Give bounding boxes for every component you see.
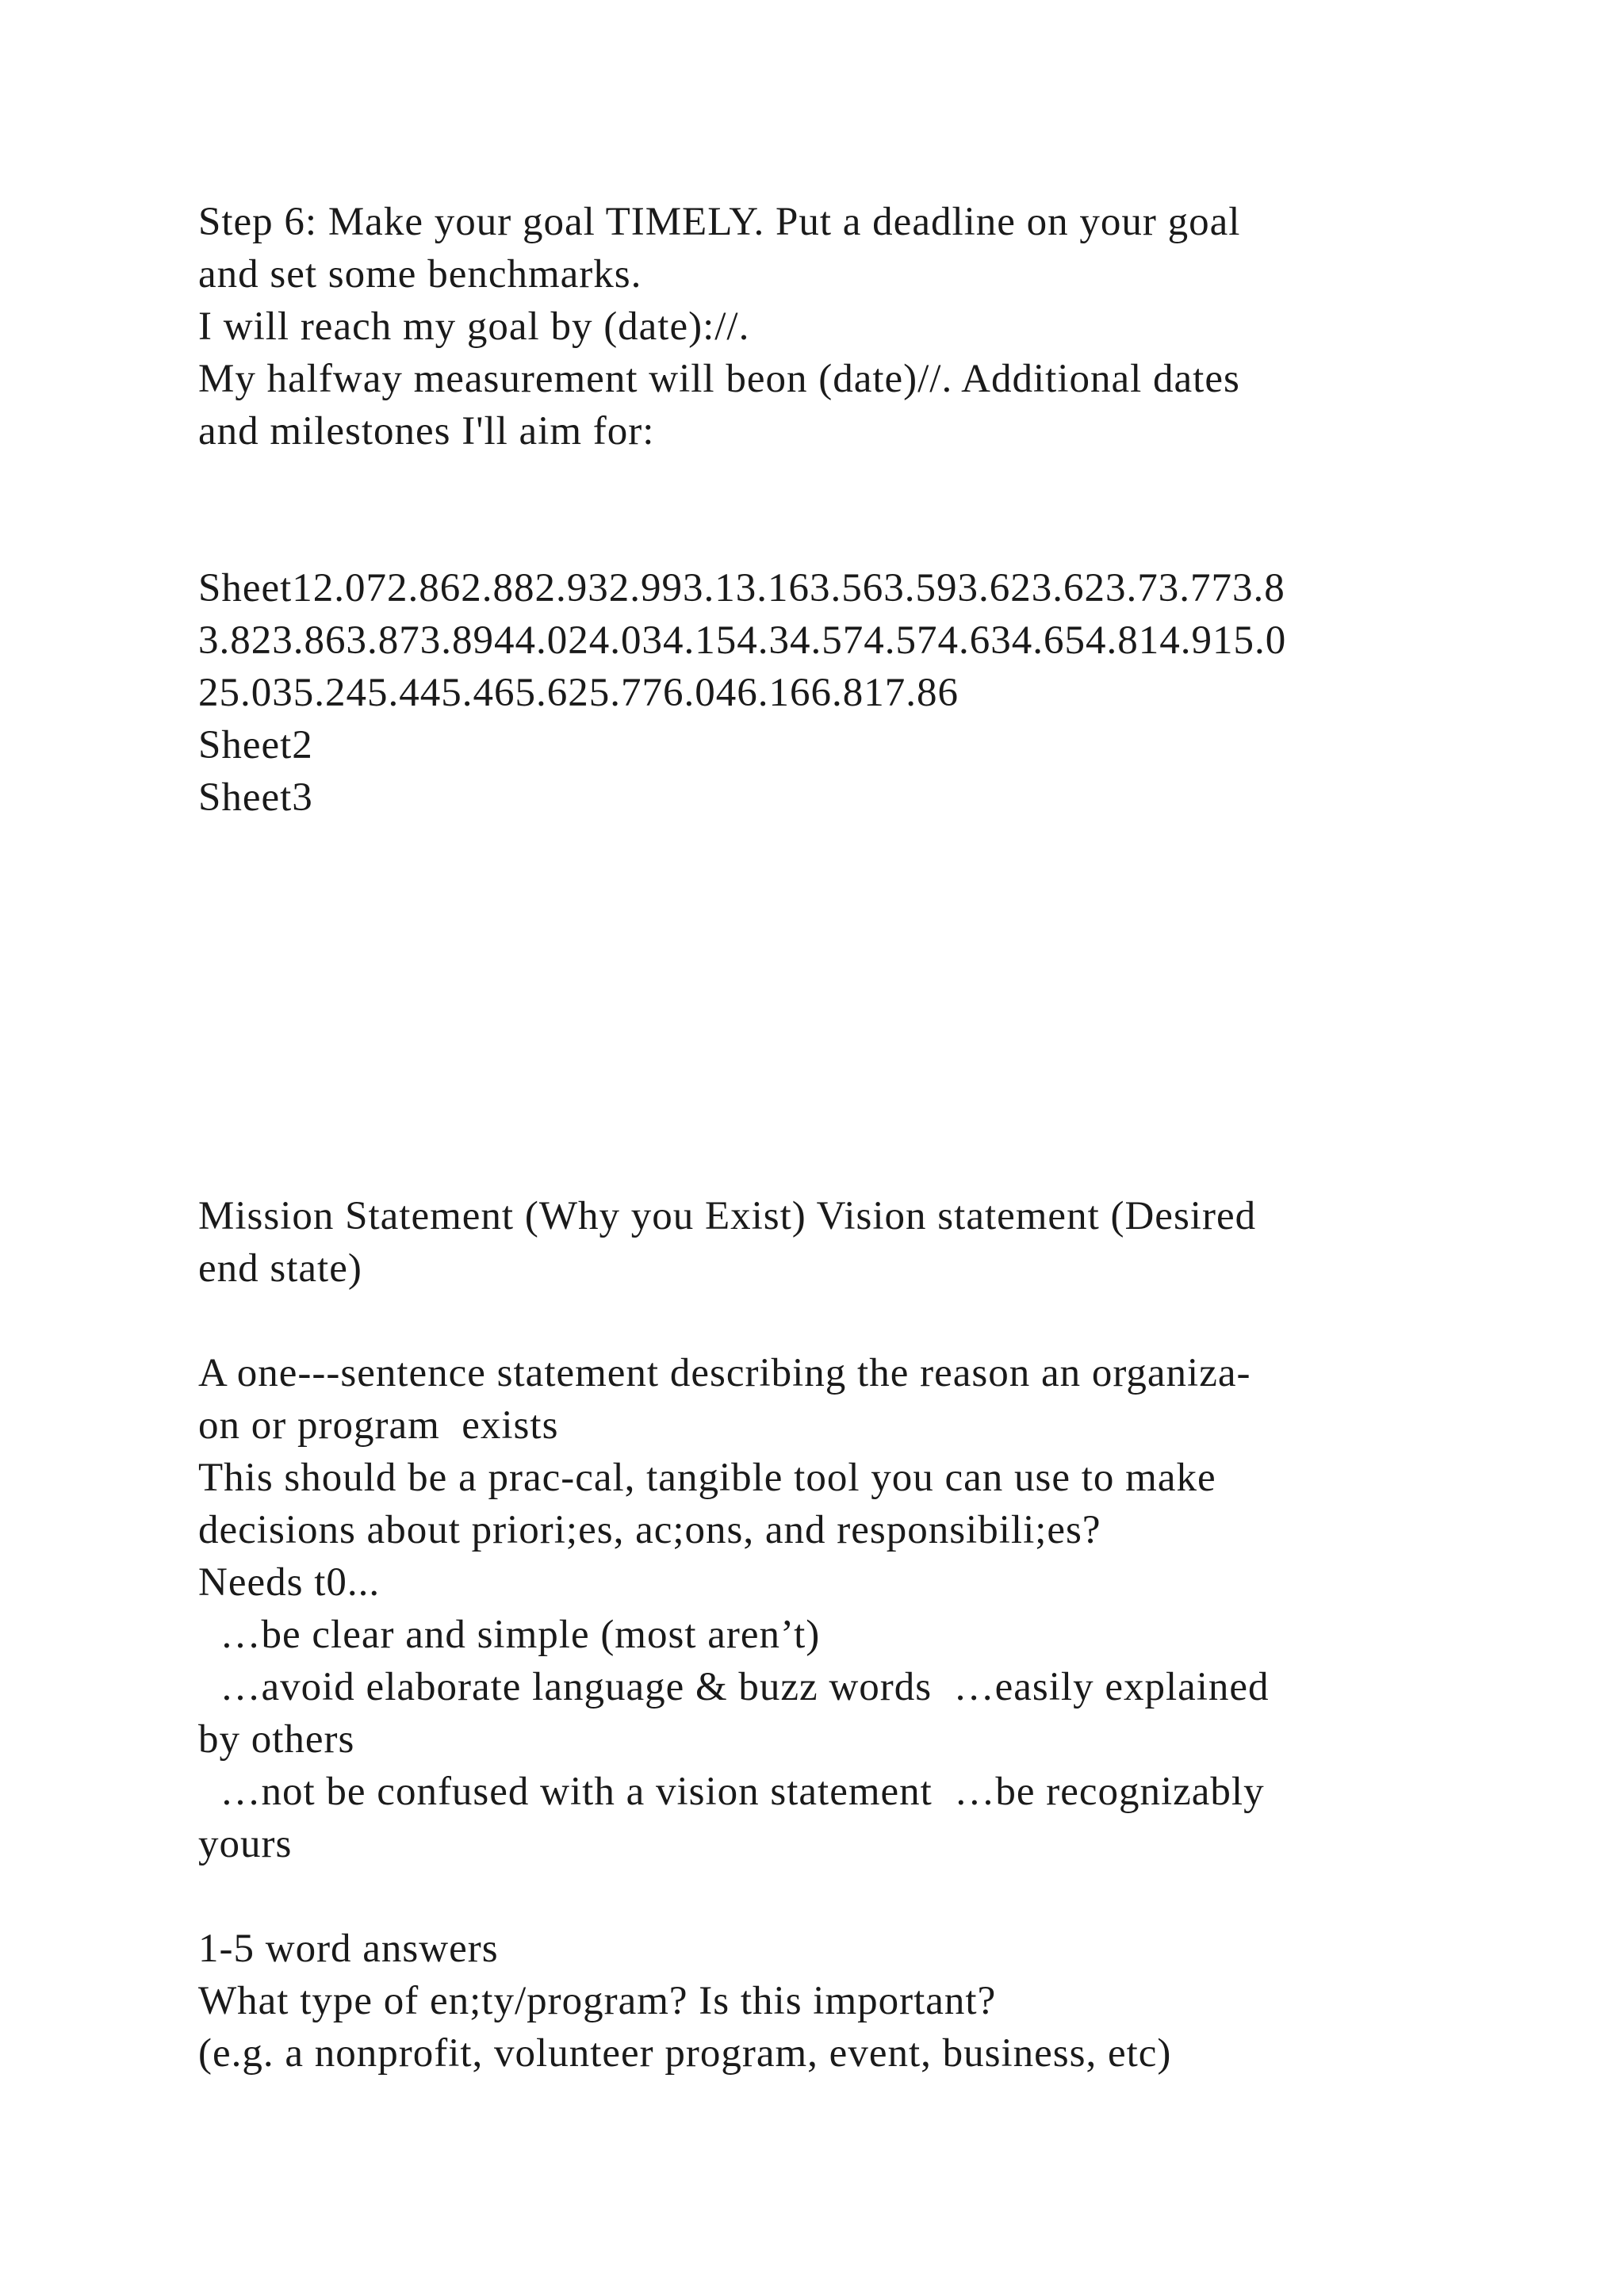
text-line: on or program exists — [198, 1403, 559, 1448]
text-line: decisions about priori;es, ac;ons, and responsibili;es? — [198, 1508, 1101, 1552]
text-line: This should be a prac-cal, tangible tool you can use to make — [198, 1456, 1216, 1500]
text-line: Step 6: Make your goal TIMELY. Put a deadline on your goal — [198, 200, 1241, 244]
text-line: …be clear and simple (most aren’t) — [198, 1613, 821, 1657]
text-line: and set some benchmarks. — [198, 252, 642, 297]
text-line: Needs t0... — [198, 1560, 381, 1605]
text-line: 3.823.863.873.8944.024.034.154.34.574.574.634.654.814.915.0 — [198, 618, 1287, 663]
text-line: A one---sentence statement describing the reason an organiza- — [198, 1351, 1251, 1395]
text-line: My halfway measurement will beon (date)//. Additional dates — [198, 357, 1240, 401]
text-line: I will reach my goal by (date)://. — [198, 304, 750, 349]
text-line: Mission Statement (Why you Exist) Vision statement (Desired — [198, 1194, 1257, 1238]
text-line: …avoid elaborate language & buzz words …easily explained — [198, 1665, 1270, 1709]
text-line: yours — [198, 1822, 293, 1866]
text-line: Sheet3 — [198, 775, 313, 820]
text-line: What type of en;ty/program? Is this important? — [198, 1979, 997, 2023]
text-line: Sheet12.072.862.882.932.993.13.163.563.593.623.623.73.773.8 — [198, 566, 1285, 610]
text-line: Sheet2 — [198, 723, 313, 767]
text-line: 1-5 word answers — [198, 1927, 499, 1971]
text-line: …not be confused with a vision statement …be recognizably — [198, 1770, 1265, 1814]
text-line: end state) — [198, 1246, 362, 1291]
text-line: by others — [198, 1717, 355, 1762]
text-line: 25.035.245.445.465.625.776.046.166.817.86 — [198, 671, 959, 715]
text-line: and milestones I'll aim for: — [198, 409, 655, 453]
text-line: (e.g. a nonprofit, volunteer program, event, business, etc) — [198, 2031, 1172, 2076]
